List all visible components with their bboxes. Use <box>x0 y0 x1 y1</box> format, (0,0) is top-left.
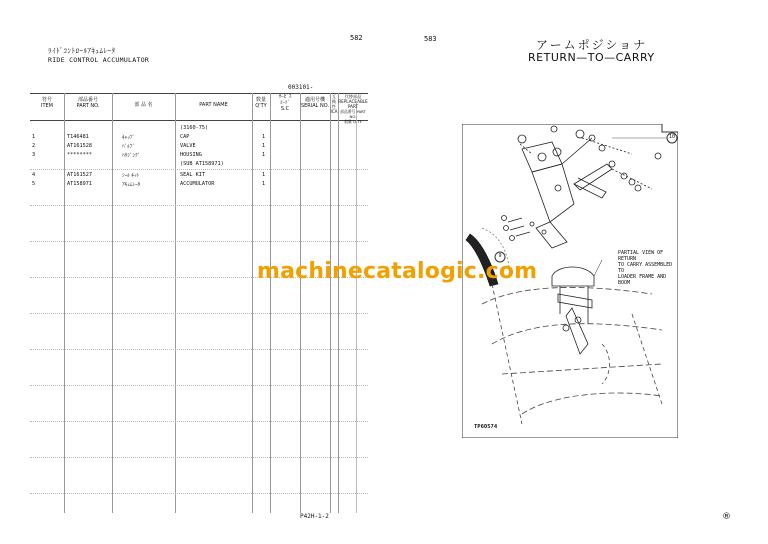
header-serial-no: 適用号機 SERIAL NO. <box>300 97 330 109</box>
right-title-jp: アームポジショナ <box>536 38 648 52</box>
left-title-en: RIDE CONTROL ACCUMULATOR <box>48 56 150 64</box>
left-footer-code: P42H-1-2 <box>300 513 329 520</box>
header-item: 符号 ITEM <box>40 97 53 109</box>
row-qty: 1 <box>262 152 266 158</box>
left-page-number: 582 <box>350 34 363 42</box>
row-item: 3 <box>32 152 36 158</box>
row-part-no: AT161528 <box>67 143 92 149</box>
serial-code: 003101- <box>288 84 314 91</box>
row-name-jp: ﾊﾞﾙﾌﾞ <box>122 144 135 150</box>
row-part-no: AT161527 <box>67 172 92 178</box>
header-service-code: ｻｰﾋﾞｽ ｺｰﾄﾞ S.C <box>278 94 292 112</box>
row-name-en: VALVE <box>180 143 196 149</box>
row-name-jp: ｱｷｭﾑﾚｰﾀ <box>122 182 141 188</box>
row-name-en: ACCUMULATOR <box>180 181 215 187</box>
parts-table <box>30 93 368 513</box>
header-part-name: PART NAME <box>199 102 228 108</box>
right-page-number: 583 <box>424 35 437 43</box>
left-title-jp: ﾗｲﾄﾞｺﾝﾄﾛｰﾙｱｷｭﾑﾚｰﾀ <box>48 47 116 55</box>
callout-10: 10 <box>668 134 676 140</box>
callout-9: 9 <box>498 253 502 259</box>
header-part-no: 部品番号 PART NO. <box>76 97 100 109</box>
watermark: machinecatalogic.com <box>257 259 538 284</box>
corner-mark: ® <box>722 512 731 522</box>
row-name-jp: ｼｰﾙ ｷｯﾄ <box>122 173 140 179</box>
row-name-en: SEAL KIT <box>180 172 205 178</box>
partial-view-note: PARTIAL VIEW OF RETURN TO CARRY ASSEMBLED TO LOADER FRAME AND BOOM <box>618 250 673 286</box>
row-item: 5 <box>32 181 36 187</box>
row-qty: 1 <box>262 181 266 187</box>
row-qty: 1 <box>262 143 266 149</box>
row-item: 4 <box>32 172 36 178</box>
header-replaceable-part: 代替部品 REPLACEABLE PART 部品番号 PART NO. 数量 Q'TY <box>338 94 368 124</box>
row-name-jp: ﾊｳｼﾞﾝｸﾞ <box>122 153 141 159</box>
row-qty: 1 <box>262 134 266 140</box>
row-name-en: (SUB AT158971) <box>180 161 224 167</box>
row-name-en: CAP <box>180 134 190 140</box>
row-item: 2 <box>32 143 36 149</box>
row-part-no: T146481 <box>67 134 89 140</box>
row-part-no: ******** <box>67 152 92 158</box>
header-qty: 数量 Q'TY <box>255 97 267 109</box>
row-name-en: HOUSING <box>180 152 202 158</box>
row-name-en: (3160-75) <box>180 125 209 131</box>
header-name-jp: 部 品 名 <box>134 102 153 108</box>
right-title-en: RETURN—TO—CARRY <box>528 51 655 64</box>
row-part-no: AT158971 <box>67 181 92 187</box>
row-qty: 1 <box>262 172 266 178</box>
header-interchange: 互換性 ICA <box>330 94 338 114</box>
figure-code: TP60574 <box>474 424 498 430</box>
row-item: 1 <box>32 134 36 140</box>
row-name-jp: ｷｬｯﾌﾟ <box>122 135 135 141</box>
